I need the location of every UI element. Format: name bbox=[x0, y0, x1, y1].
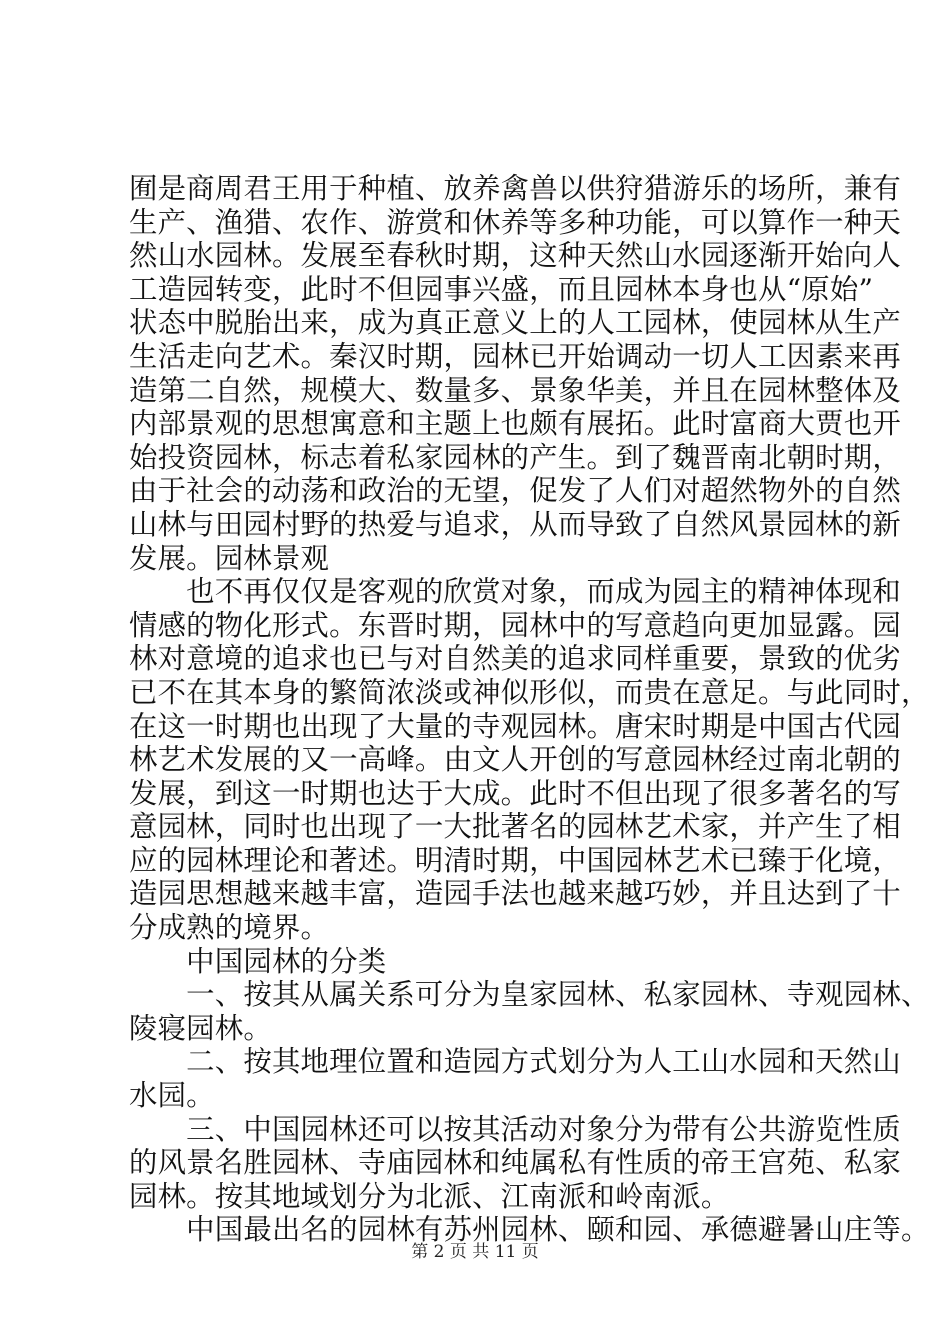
text-line: 园林。按其地域划分为北派、江南派和岭南派。 bbox=[129, 1179, 730, 1213]
text-line: 三、中国园林还可以按其活动对象分为带有公共游览性质 bbox=[129, 1112, 901, 1146]
text-line: 山林与田园村野的热爱与追求，从而导致了自然风景园林的新 bbox=[129, 507, 901, 541]
text-line: 始投资园林，标志着私家园林的产生。到了魏晋南北朝时期， bbox=[129, 440, 901, 474]
text-line: 在这一时期也出现了大量的寺观园林。唐宋时期是中国古代园 bbox=[129, 709, 901, 743]
text-line: 意园林，同时也出现了一大批著名的园林艺术家，并产生了相 bbox=[129, 810, 901, 844]
text-line: 状态中脱胎出来，成为真正意义上的人工园林，使园林从生产 bbox=[129, 306, 901, 340]
text-line: 情感的物化形式。东晋时期，园林中的写意趋向更加显露。园 bbox=[129, 608, 901, 642]
section-heading: 中国园林的分类 bbox=[129, 944, 387, 978]
text-line: 应的园林理论和著述。明清时期，中国园林艺术已臻于化境， bbox=[129, 843, 901, 877]
text-line: 也不再仅仅是客观的欣赏对象，而成为园主的精神体现和 bbox=[129, 575, 901, 609]
text-line: 已不在其本身的繁简浓淡或神似形似，而贵在意足。与此同时， bbox=[129, 675, 930, 709]
text-line: 生产、渔猎、农作、游赏和休养等多种功能，可以算作一种天 bbox=[129, 205, 901, 239]
text-line: 一、按其从属关系可分为皇家园林、私家园林、寺观园林、 bbox=[129, 978, 930, 1012]
text-line: 生活走向艺术。秦汉时期，园林已开始调动一切人工因素来再 bbox=[129, 339, 901, 373]
text-line: 造第二自然，规模大、数量多、景象华美，并且在园林整体及 bbox=[129, 373, 901, 407]
text-line: 陵寝园林。 bbox=[129, 1011, 272, 1045]
text-line: 林艺术发展的又一高峰。由文人开创的写意园林经过南北朝的 bbox=[129, 743, 901, 777]
document-body bbox=[129, 172, 930, 1247]
text-line: 囿是商周君王用于种植、放养禽兽以供狩猎游乐的场所，兼有 bbox=[129, 172, 901, 205]
text-line: 林对意境的追求也已与对自然美的追求同样重要，景致的优劣 bbox=[129, 642, 901, 676]
text-line: 发展。园林景观 bbox=[129, 541, 330, 575]
page-footer bbox=[0, 1241, 950, 1263]
text-line: 二、按其地理位置和造园方式划分为人工山水园和天然山 bbox=[129, 1045, 901, 1079]
text-line: 发展，到这一时期也达于大成。此时不但出现了很多著名的写 bbox=[129, 776, 901, 810]
text-line: 然山水园林。发展至春秋时期，这种天然山水园逐渐开始向人 bbox=[129, 239, 901, 273]
page-number: 第 2 页 共 11 页 bbox=[411, 1242, 539, 1262]
text-line: 工造园转变，此时不但园事兴盛，而且园林本身也从“原始” bbox=[129, 272, 874, 306]
text-line: 的风景名胜园林、寺庙园林和纯属私有性质的帝王宫苑、私家 bbox=[129, 1146, 901, 1180]
text-line: 由于社会的动荡和政治的无望，促发了人们对超然物外的自然 bbox=[129, 474, 901, 508]
text-line: 中国最出名的园林有苏州园林、颐和园、承德避暑山庄等。 bbox=[129, 1213, 930, 1247]
text-line: 造园思想越来越丰富，造园手法也越来越巧妙，并且达到了十 bbox=[129, 877, 901, 911]
text-line: 内部景观的思想寓意和主题上也颇有展拓。此时富商大贾也开 bbox=[129, 407, 901, 441]
text-line: 水园。 bbox=[129, 1079, 215, 1113]
text-line: 分成熟的境界。 bbox=[129, 911, 330, 945]
